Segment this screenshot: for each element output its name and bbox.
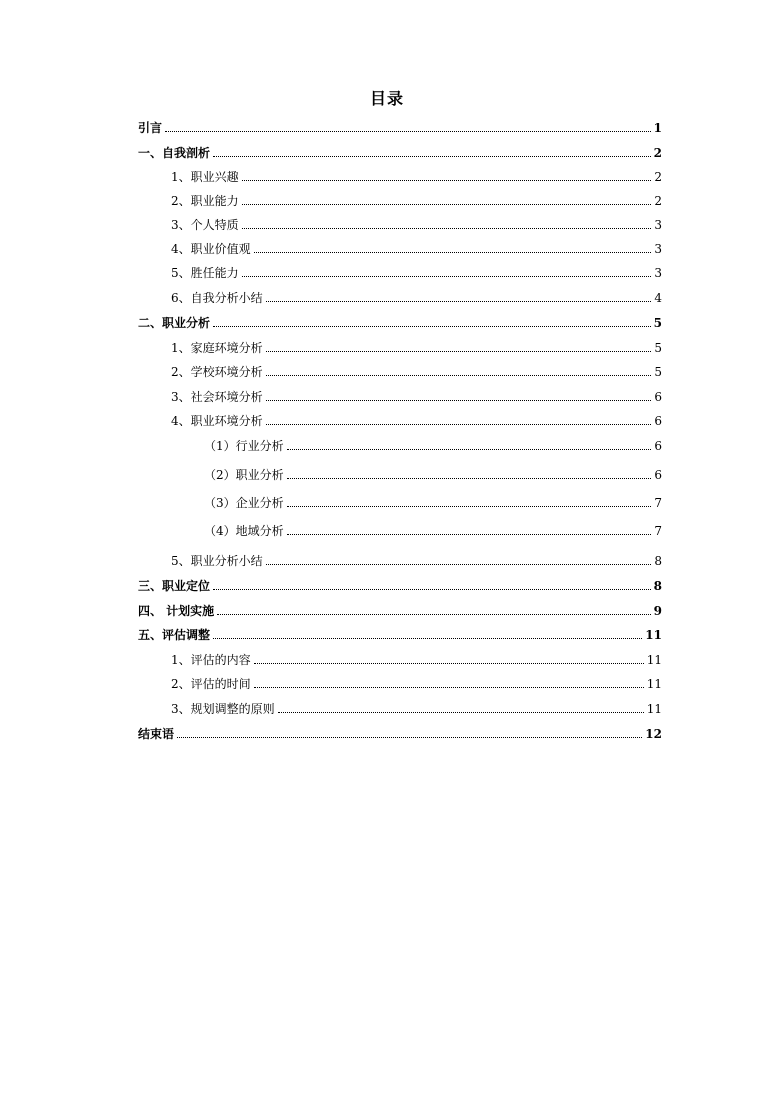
toc-entry[interactable] [138,215,662,233]
toc-entry-label: 5、胜任能力 [171,266,239,280]
toc-entry-page-number: 6 [654,468,662,482]
toc-entry[interactable] [138,239,662,257]
dot-leader [287,534,651,535]
toc-entry[interactable] [138,576,662,594]
toc-entry-page-number: 1 [653,121,662,135]
toc-entry-label: 5、职业分析小结 [171,554,263,568]
toc-entry[interactable] [138,313,662,331]
toc-entry[interactable] [138,191,662,209]
toc-entry-page-number: 3 [654,218,662,232]
toc-entry-page-number: 3 [654,266,662,280]
dot-leader [242,276,651,277]
toc-entry-page-number: 2 [654,194,662,208]
toc-entry[interactable] [138,674,662,692]
dot-leader [266,424,651,425]
toc-entry-page-number: 6 [654,414,662,428]
dot-leader [287,506,651,507]
toc-entry-page-number: 2 [654,170,662,184]
dot-leader [177,737,642,738]
dot-leader [254,252,651,253]
toc-entry-label: 3、社会环境分析 [171,390,263,404]
dot-leader [266,400,651,401]
toc-entry-page-number: 5 [653,316,662,330]
toc-entry[interactable] [138,493,662,511]
toc-entry-label: 1、家庭环境分析 [171,341,263,355]
toc-entry-page-number: 8 [654,554,662,568]
toc-entry-page-number: 11 [645,628,662,642]
dot-leader [266,375,651,376]
dot-leader [287,478,651,479]
toc-entry[interactable] [138,465,662,483]
toc-entry[interactable] [138,411,662,429]
toc-entry-page-number: 11 [646,702,662,716]
toc-entry[interactable] [138,118,662,136]
dot-leader [242,180,651,181]
toc-entry-label: 2、职业能力 [171,194,239,208]
dot-leader [266,351,651,352]
toc-entry[interactable] [138,263,662,281]
toc-entry-label: 引言 [138,121,163,135]
toc-entry[interactable] [138,625,662,643]
toc-entry-page-number: 11 [646,677,662,691]
dot-leader [213,589,651,590]
toc-entry[interactable] [138,650,662,668]
toc-entry-page-number: 6 [654,390,662,404]
toc-entry[interactable] [138,167,662,185]
toc-entry[interactable] [138,288,662,306]
toc-entry-page-number: 3 [654,242,662,256]
toc-entry-label: （1）行业分析 [204,439,284,453]
toc-entry-page-number: 7 [654,496,662,510]
toc-entry-page-number: 7 [654,524,662,538]
toc-entry[interactable] [138,601,662,619]
toc-entry[interactable] [138,436,662,454]
toc-entry-page-number: 9 [653,604,662,618]
dot-leader [266,564,651,565]
dot-leader [242,228,651,229]
toc-entry-label: 3、规划调整的原则 [171,702,275,716]
dot-leader [254,663,644,664]
dot-leader [287,449,651,450]
dot-leader [213,638,642,639]
toc-entry[interactable] [138,699,662,717]
dot-leader [278,712,644,713]
toc-entry-label: 二、职业分析 [138,316,211,330]
toc-entry-page-number: 4 [654,291,662,305]
toc-entry-page-number: 11 [646,653,662,667]
toc-entry-label: （2）职业分析 [204,468,284,482]
dot-leader [217,614,650,615]
toc-entry-label: 2、学校环境分析 [171,365,263,379]
toc-entry-label: 四、 计划实施 [138,604,215,618]
toc-entry-page-number: 12 [645,727,662,741]
dot-leader [254,687,644,688]
toc-entry-label: 4、职业价值观 [171,242,251,256]
toc-entry[interactable] [138,551,662,569]
toc-entry-page-number: 2 [653,146,662,160]
toc-entry-label: 五、评估调整 [138,628,211,642]
toc-entry-label: 一、自我剖析 [138,146,211,160]
toc-entry-label: 3、个人特质 [171,218,239,232]
toc-entry-label: 2、评估的时间 [171,677,251,691]
toc-entry-label: 三、职业定位 [138,579,211,593]
toc-entry[interactable] [138,724,662,742]
toc-entry[interactable] [138,362,662,380]
toc-entry-label: （3）企业分析 [204,496,284,510]
toc-title: 目录 [369,89,404,108]
toc-entry[interactable] [138,521,662,539]
toc-entry-page-number: 5 [654,365,662,379]
toc-entry[interactable] [138,338,662,356]
toc-entry-page-number: 5 [654,341,662,355]
dot-leader [213,326,651,327]
toc-entry-label: （4）地域分析 [204,524,284,538]
toc-entry-label: 1、职业兴趣 [171,170,239,184]
toc-entry-label: 4、职业环境分析 [171,414,263,428]
dot-leader [213,156,651,157]
toc-entry-page-number: 6 [654,439,662,453]
dot-leader [165,131,651,132]
toc-entry-label: 结束语 [138,727,175,741]
dot-leader [266,301,651,302]
toc-entry[interactable] [138,143,662,161]
dot-leader [242,204,651,205]
toc-entry-label: 6、自我分析小结 [171,291,263,305]
toc-entry-label: 1、评估的内容 [171,653,251,667]
toc-entry[interactable] [138,387,662,405]
toc-entry-page-number: 8 [653,579,662,593]
